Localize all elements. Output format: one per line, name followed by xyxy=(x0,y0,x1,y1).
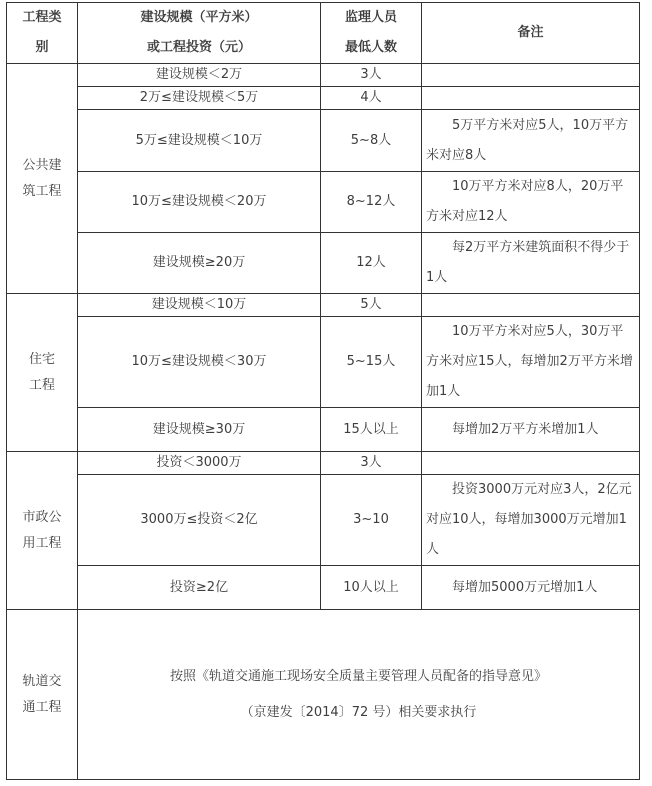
category-cell: 公共建 筑工程 xyxy=(7,64,78,294)
scale-cell: 5万≤建设规模＜10万 xyxy=(78,110,321,172)
table-row xyxy=(7,566,640,610)
people-cell: 5~8人 xyxy=(321,110,422,172)
table-row xyxy=(7,408,640,452)
note-cell: 投资3000万元对应3人，2亿元对应10人，每增加3000万元增加1人 xyxy=(422,475,640,566)
header-people: 监理人员 最低人数 xyxy=(321,3,422,64)
note-cell: 每增加2万平方米增加1人 xyxy=(422,408,640,452)
note-cell xyxy=(422,452,640,475)
table-row xyxy=(7,172,640,233)
note-cell xyxy=(422,64,640,87)
header-scale: 建设规模（平方米） 或工程投资（元） xyxy=(78,3,321,64)
header-note: 备注 xyxy=(422,3,640,64)
table-row xyxy=(7,452,640,475)
category-cell: 住宅 工程 xyxy=(7,294,78,452)
note-cell: 5万平方米对应5人，10万平方米对应8人 xyxy=(422,110,640,172)
scale-cell: 建设规模＜10万 xyxy=(78,294,321,317)
category-cell: 轨道交 通工程 xyxy=(7,610,78,780)
scale-cell: 2万≤建设规模＜5万 xyxy=(78,87,321,110)
scale-cell: 投资≥2亿 xyxy=(78,566,321,610)
note-cell: 10万平方米对应8人，20万平方米对应12人 xyxy=(422,172,640,233)
people-cell: 15人以上 xyxy=(321,408,422,452)
scale-cell: 投资＜3000万 xyxy=(78,452,321,475)
table-row xyxy=(7,475,640,566)
header-category xyxy=(7,3,78,64)
people-cell: 3~10 xyxy=(321,475,422,566)
note-cell: 每2万平方米建筑面积不得少于1人 xyxy=(422,233,640,294)
scale-cell: 10万≤建设规模＜30万 xyxy=(78,317,321,408)
people-cell: 8~12人 xyxy=(321,172,422,233)
people-cell: 4人 xyxy=(321,87,422,110)
supervision-staffing-table xyxy=(6,2,640,780)
table-row xyxy=(7,233,640,294)
people-cell: 12人 xyxy=(321,233,422,294)
people-cell: 5人 xyxy=(321,294,422,317)
table-row xyxy=(7,87,640,110)
people-cell: 3人 xyxy=(321,64,422,87)
table-row xyxy=(7,64,640,87)
scale-cell: 建设规模≥20万 xyxy=(78,233,321,294)
header-category-label: 工程类别 xyxy=(22,10,62,55)
header-row xyxy=(7,3,640,64)
scale-cell: 建设规模＜2万 xyxy=(78,64,321,87)
note-cell xyxy=(422,87,640,110)
scale-cell: 10万≤建设规模＜20万 xyxy=(78,172,321,233)
table-row-rail xyxy=(7,610,640,780)
rail-requirement-cell: 按照《轨道交通施工现场安全质量主要管理人员配备的指导意见》 （京建发〔2014〕72 号）相关要求执行 xyxy=(78,610,640,780)
people-cell: 10人以上 xyxy=(321,566,422,610)
note-cell xyxy=(422,294,640,317)
scale-cell: 3000万≤投资＜2亿 xyxy=(78,475,321,566)
scale-cell: 建设规模≥30万 xyxy=(78,408,321,452)
category-cell: 市政公 用工程 xyxy=(7,452,78,610)
table-row xyxy=(7,317,640,408)
people-cell: 3人 xyxy=(321,452,422,475)
table-row xyxy=(7,110,640,172)
people-cell: 5~15人 xyxy=(321,317,422,408)
note-cell: 10万平方米对应5人，30万平方米对应15人，每增加2万平方米增加1人 xyxy=(422,317,640,408)
table-row xyxy=(7,294,640,317)
note-cell: 每增加5000万元增加1人 xyxy=(422,566,640,610)
